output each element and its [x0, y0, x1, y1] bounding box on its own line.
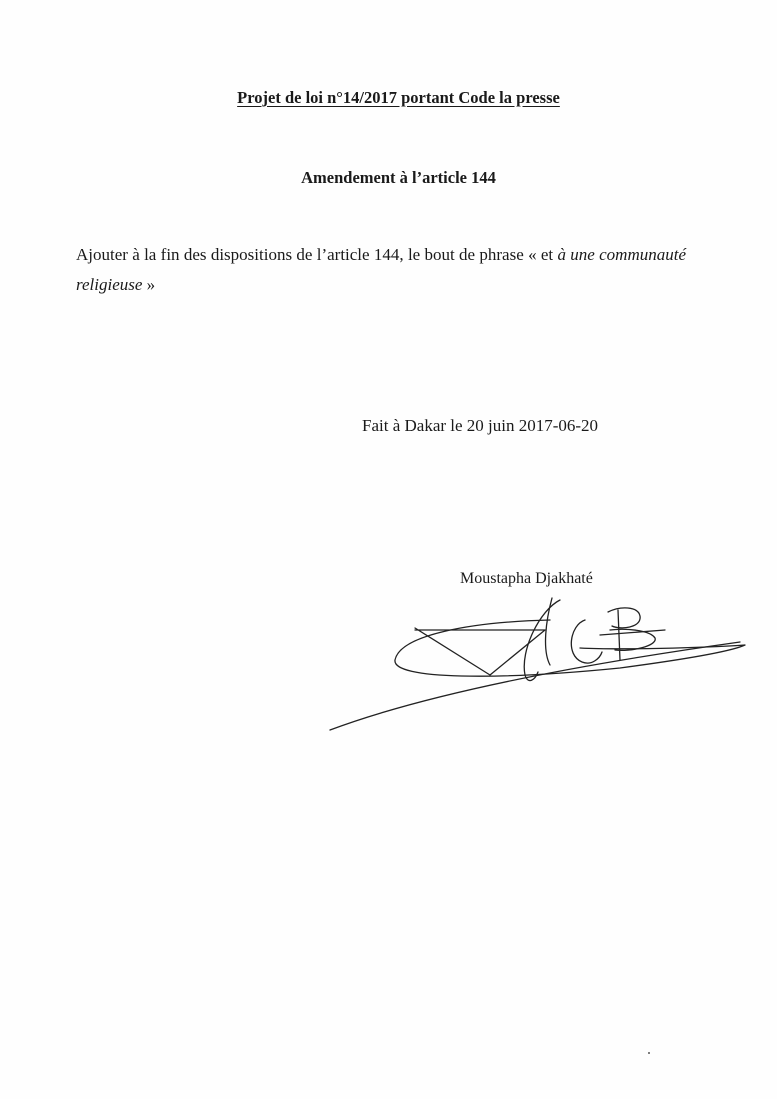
document-title: Projet de loi n°14/2017 portant Code la presse [237, 88, 560, 107]
amendment-text-italic: à une communauté religieuse [76, 245, 686, 294]
scan-speck [648, 1052, 650, 1054]
date-line: Fait à Dakar le 20 juin 2017-06-20 [362, 416, 599, 435]
handwritten-signature [320, 580, 760, 740]
signer-name: Moustapha Djakhaté [460, 570, 593, 587]
amendment-text-part2: » [142, 275, 156, 294]
document-subtitle: Amendement à l’article 144 [301, 168, 496, 187]
amendment-text-part1: Ajouter à la fin des dispositions de l’article 144, le bout de phrase « et [76, 245, 558, 264]
amendment-text [76, 240, 686, 300]
